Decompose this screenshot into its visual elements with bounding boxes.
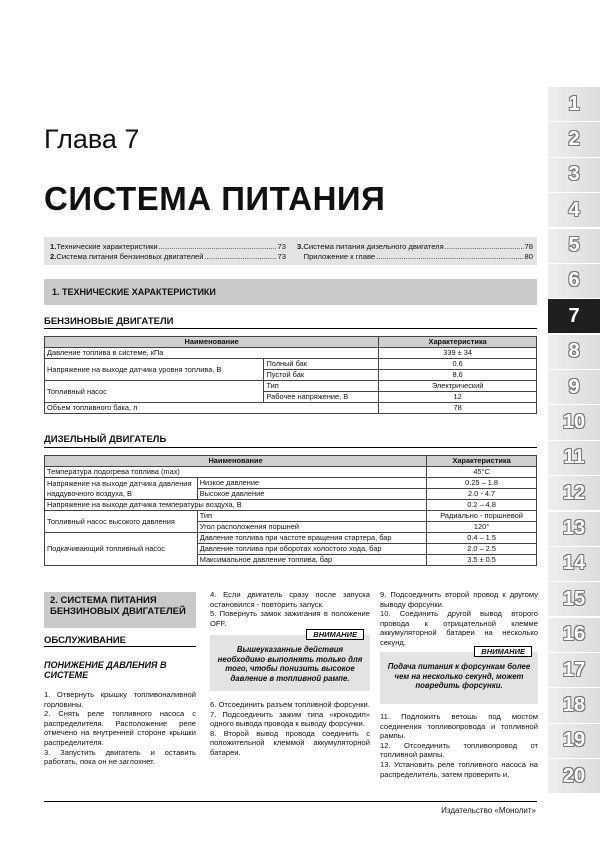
table-row: Давление топлива в системе, кПа 339 ± 34 [45, 348, 537, 359]
chapter-tab-1[interactable]: 1 [548, 86, 600, 121]
toc-item[interactable]: 2. Система питания бензиновых двигателей ..... 73 [50, 252, 286, 262]
chapter-tab-8[interactable]: 8 [548, 334, 600, 369]
chapter-tab-16[interactable]: 16 [548, 617, 600, 652]
instructions-col2a: 4. Если двигатель сразу после запуска остановился - повторить запуск. 5. Повернуть замок зажигания в положение OFF. [210, 590, 370, 628]
chapter-tab-17[interactable]: 17 [548, 652, 600, 687]
footer-rule [44, 801, 537, 802]
instructions-col3b: 11. Подложить ветошь под мостом соединения топливопровода и топливной рампы. 12. Отсоединить топливопровод от топливной рампы. 13. Установить реле топливного насоса на распределитель, затем проверить и, [380, 712, 538, 779]
section-heading-petrol-system: 2. СИСТЕМА ПИТАНИЯ БЕНЗИНОВЫХ ДВИГАТЕЛЕЙ [44, 592, 196, 628]
table-row: Рабочее напряжение, В 12 [45, 392, 537, 403]
heading-rule [44, 328, 537, 329]
chapter-tab-14[interactable]: 14 [548, 546, 600, 581]
instructions-col3a: 9. Подсоединить второй провод к другому выводу форсунки. 10. Соединить другой вывод второго провода к отрицательной клемме аккумуляторной батареи на несколько секунд. [380, 590, 538, 647]
column-header-value: Характеристика [427, 456, 537, 467]
page-title: СИСТЕМА ПИТАНИЯ [44, 180, 386, 217]
table-row: Топливный насос Тип Электрический [45, 381, 537, 392]
table-row: Пустой бак 8.6 [45, 370, 537, 381]
chapter-tab-19[interactable]: 19 [548, 723, 600, 758]
chapter-tabs [548, 86, 600, 794]
chapter-tab-7[interactable]: 7 [548, 298, 600, 333]
chapter-tab-15[interactable]: 15 [548, 581, 600, 616]
table-row: Давление топлива при оборотах холостого хода, бар 2.0 – 2.5 [45, 544, 537, 555]
toc-item[interactable]: Приложение к главе ..... 80 [297, 252, 533, 262]
table-row: Угол расположения поршней 120° [45, 522, 537, 533]
maintenance-heading: ОБСЛУЖИВАНИЕ [44, 635, 126, 646]
table-row: Напряжение на выходе датчика уровня топлива, В Полный бак 0.6 [45, 359, 537, 370]
column-header-name: Наименование [45, 337, 379, 348]
petrol-spec-table [44, 336, 537, 414]
pressure-relief-heading: ПОНИЖЕНИЕ ДАВЛЕНИЯ В СИСТЕМЕ [44, 660, 167, 680]
warning-box [210, 630, 370, 691]
diesel-spec-table [44, 455, 537, 566]
instructions-col2b: 6. Отсоединить разъем топливной форсунки. 7. Подсоединить зажим типа «крокодил» одного вывода провода к выводу форсунки. 8. Второй вывод провода соединить с положительной клеммой аккумуляторной батареи. [210, 700, 370, 757]
chapter-tab-6[interactable]: 6 [548, 263, 600, 298]
chapter-tab-10[interactable]: 10 [548, 404, 600, 439]
chapter-tab-2[interactable]: 2 [548, 121, 600, 156]
table-row: Объем топливного бака, л 78 [45, 403, 537, 414]
warning-text: Вышеуказанные действия необходимо выполнять только для того, чтобы понизить высокое давление в топливной рампе. [217, 645, 363, 683]
toc-item[interactable]: 1. Технические характеристики ..... 73 [50, 242, 286, 252]
table-row: Напряжение на выходе датчика давления наддувочного воздуха, В Низкое давление 0.25 – 1.8 [45, 478, 537, 489]
chapter-tab-11[interactable]: 11 [548, 440, 600, 475]
table-row: Высокое давление 2.0 - 4.7 [45, 489, 537, 500]
chapter-tab-13[interactable]: 13 [548, 511, 600, 546]
warning-text: Подача питания к форсункам более чем на несколько секунд, может повредить форсунки. [387, 662, 531, 690]
chapter-tab-3[interactable]: 3 [548, 157, 600, 192]
heading-rule [44, 447, 537, 448]
column-header-value: Характеристика [379, 337, 537, 348]
instructions-col1: 1. Отвернуть крышку топливоналивной горловины. 2. Снять реле топливного насоса с распределителя. Расположение реле отмечено на внутренней стороне крышки распределителя. 3. Запустить двигатель и оставить работать, пока он не заглохнет. [44, 690, 196, 767]
table-row: Напряжение на выходе датчика температуры воздуха, В 0.2 – 4.8 [45, 500, 537, 511]
chapter-tab-12[interactable]: 12 [548, 475, 600, 510]
chapter-tab-9[interactable]: 9 [548, 369, 600, 404]
chapter-tab-18[interactable]: 18 [548, 687, 600, 722]
warning-box [380, 647, 538, 704]
section-heading-specs: 1. ТЕХНИЧЕСКИЕ ХАРАКТЕРИСТИКИ [44, 279, 537, 305]
heading-rule [44, 646, 196, 647]
contents-box [44, 237, 537, 265]
toc-item[interactable]: 3. Система питания дизельного двигателя ..... 78 [297, 242, 533, 252]
table-row: Температура подогрева топлива (max) 45°C [45, 467, 537, 478]
chapter-label: Глава 7 [44, 124, 140, 154]
publisher-label: Издательство «Монолит» [441, 806, 536, 815]
petrol-engines-heading: БЕНЗИНОВЫЕ ДВИГАТЕЛИ [44, 316, 174, 327]
warning-label: ВНИМАНИЕ [474, 646, 532, 657]
table-row: Топливный насос высокого давления Тип Радиально - поршневой [45, 511, 537, 522]
chapter-tab-20[interactable]: 20 [548, 758, 600, 793]
column-header-name: Наименование [45, 456, 427, 467]
diesel-engine-heading: ДИЗЕЛЬНЫЙ ДВИГАТЕЛЬ [44, 434, 167, 445]
chapter-tab-4[interactable]: 4 [548, 192, 600, 227]
table-row: Подкачивающий топливный насос Давление топлива при частоте вращения стартера, бар 0.4 – 1.5 [45, 533, 537, 544]
chapter-tab-5[interactable]: 5 [548, 228, 600, 263]
warning-label: ВНИМАНИЕ [306, 629, 364, 640]
table-row: Максимальное давление топлива, бар 3.5 ± 0.5 [45, 555, 537, 566]
